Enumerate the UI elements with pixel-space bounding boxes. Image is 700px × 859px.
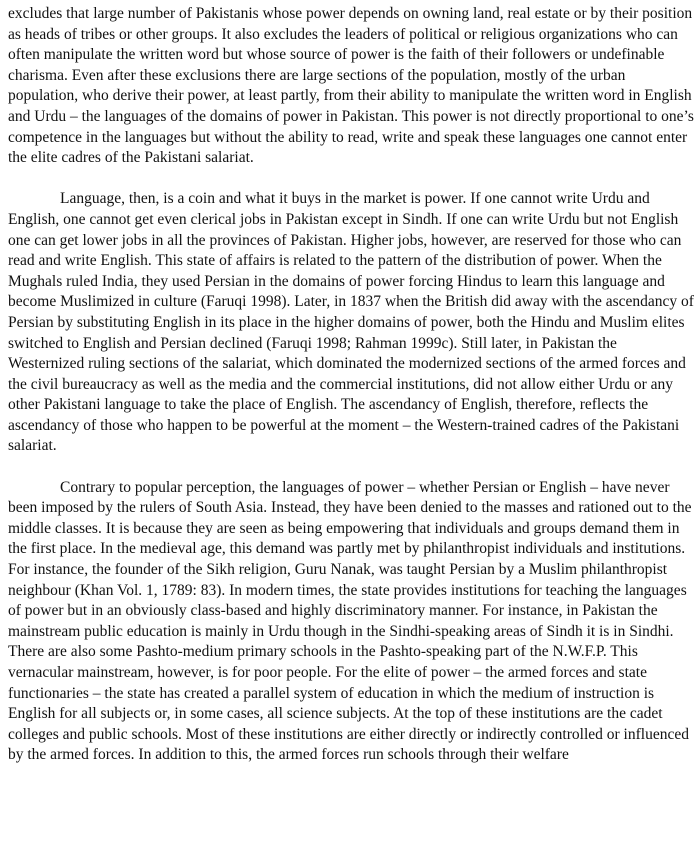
paragraph-3: Contrary to popular perception, the languages of power – whether Persian or English – have never been imposed by the rulers of South Asia. Instead, they have been denied to the masses and rationed out to the middle classes. It is because they are seen as being empowering that individuals and groups demand them in the first place. In the medieval age, this demand was partly met by philanthropist individuals and institutions. For instance, the founder of the Sikh religion, Guru Nanak, was taught Persian by a Muslim philanthropist neighbour (Khan Vol. 1, 1789: 83). In modern times, the state provides institutions for teaching the languages of power but in an obviously class-based and highly discriminatory manner. For instance, in Pakistan the mainstream public education is mainly in Urdu though in the Sindhi-speaking areas of Sindh it is in Sindhi. There are also some Pashto-medium primary schools in the Pashto-speaking part of the N.W.F.P. This vernacular mainstream, however, is for poor people. For the elite of power – the armed forces and state functionaries – the state has created a parallel system of education in which the medium of instruction is English for all subjects or, in some cases, all science subjects. At the top of these institutions are the cadet colleges and public schools. Most of these institutions are either directly or indirectly controlled or influenced by the armed forces. In addition to this, the armed forces run schools through their welfare <box>8 478 692 764</box>
paragraph-1: excludes that large number of Pakistanis whose power depends on owning land, real estate or by their position as heads of tribes or other groups. It also excludes the leaders of political or religious organizations who can often manipulate the written word but whose source of power is the faith of their followers or undefinable charisma. Even after these exclusions there are large sections of the population, mostly of the urban population, who derive their power, at least partly, from their ability to manipulate the written word in English and Urdu – the languages of the domains of power in Pakistan. This power is not directly proportional to one’s competence in the languages but without the ability to read, write and speak these languages one cannot enter the elite cadres of the Pakistani salariat. <box>8 5 694 167</box>
paragraph-2: Language, then, is a coin and what it buys in the market is power. If one cannot write Urdu and English, one cannot get even clerical jobs in Pakistan except in Sindh. If one can write Urdu but not English one can get lower jobs in all the provinces of Pakistan. Higher jobs, however, are reserved for those who can read and write English. This state of affairs is related to the pattern of the distribution of power. When the Mughals ruled India, they used Persian in the domains of power forcing Hindus to learn this language and become Muslimized in culture (Faruqi 1998). Later, in 1837 when the British did away with the ascendancy of Persian by substituting English in its place in the higher domains of power, both the Hindu and Muslim elites switched to English and Persian declined (Faruqi 1998; Rahman 1999c). Still later, in Pakistan the Westernized ruling sections of the salariat, which dominated the modernized sections of the armed forces and the civil bureaucracy as well as the media and the commercial institutions, did not allow either Urdu or any other Pakistani language to take the place of English. The ascendancy of English, therefore, reflects the ascendancy of those who happen to be powerful at the moment – the Western-trained cadres of the Pakistani salariat. <box>8 190 694 455</box>
